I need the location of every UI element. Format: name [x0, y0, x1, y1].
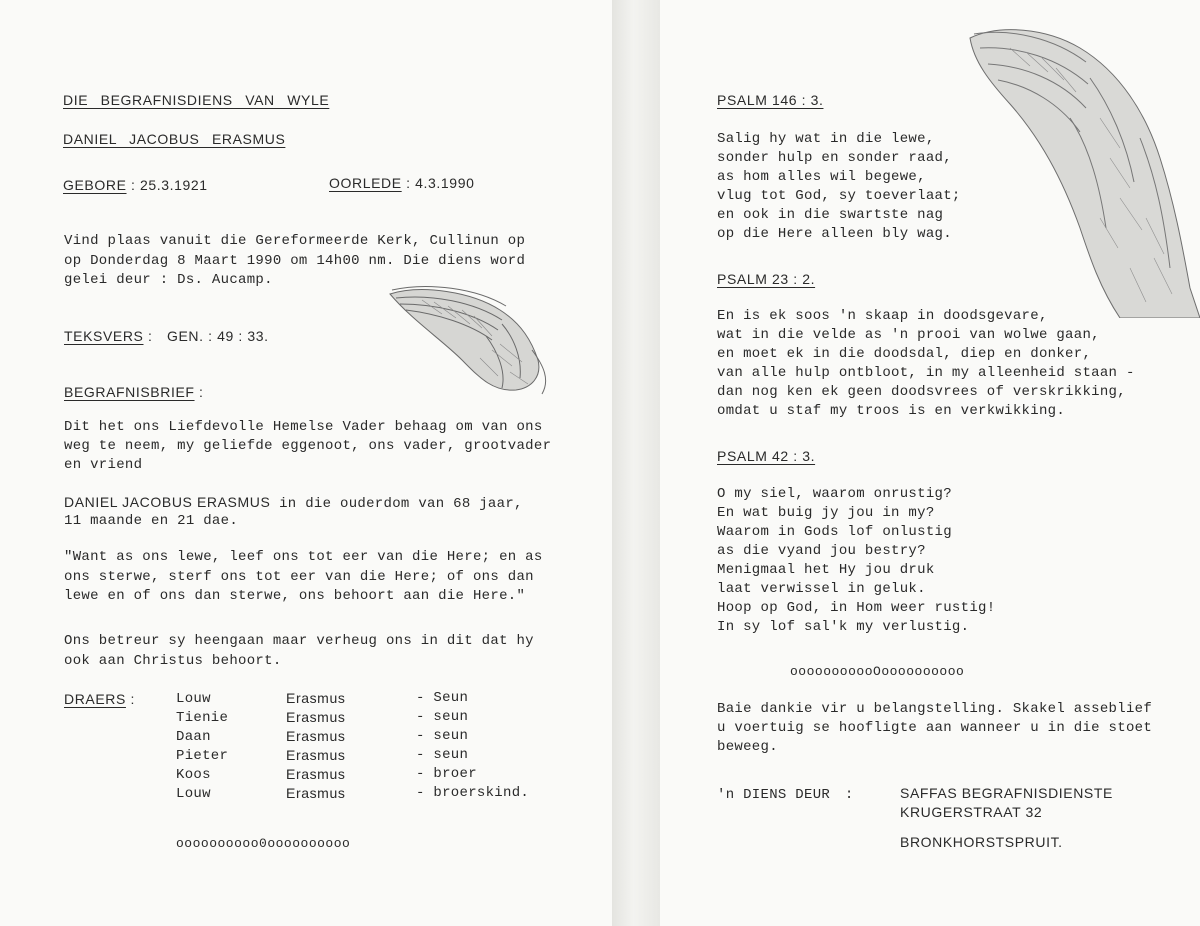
psalm-23-line-4: van alle hulp ontbloot, in my alleenheid staan - [717, 365, 1135, 381]
psalm-42-line-2: En wat buig jy jou in my? [717, 505, 935, 521]
bearers-label: DRAERS [64, 691, 126, 707]
scripture-separator: : [148, 328, 153, 344]
psalm-42-title: PSALM 42 : 3. [717, 448, 816, 464]
psalm-23-line-1: En is ek soos 'n skaap in doodsgevare, [717, 308, 1048, 324]
bearer-first-name: Daan [176, 729, 211, 745]
bearer-first-name: Louw [176, 691, 211, 707]
psalm-23-line-3: en moet ek in die doodsdal, diep en donker, [717, 346, 1092, 362]
age-line-2: 11 maande en 21 dae. [64, 513, 239, 529]
bearer-first-name: Pieter [176, 748, 229, 764]
thanks-line-2: u voertuig se hoofligte aan wanneer u in die stoet [717, 720, 1153, 736]
psalm-23-line-5: dan nog ken ek geen doodsvrees of verskrikking, [717, 384, 1126, 400]
psalm-146-line-6: op die Here alleen bly wag. [717, 226, 952, 242]
psalm-42-line-4: as die vyand jou bestry? [717, 543, 926, 559]
bearer-last-name: Erasmus [286, 728, 346, 744]
psalm-146-line-5: en ook in die swartste nag [717, 207, 944, 223]
psalm-42-line-3: Waarom in Gods lof onlustig [717, 524, 952, 540]
letter-label: BEGRAFNISBRIEF [64, 384, 195, 400]
died-separator: : [406, 175, 411, 191]
undertaker-street: KRUGERSTRAAT 32 [900, 804, 1043, 820]
scripture-row [64, 327, 269, 346]
quote-line-3: lewe en of ons dan sterwe, ons behoort aan die Here." [64, 588, 526, 604]
comfort-line-2: ook aan Christus behoort. [64, 653, 282, 669]
thanks-line-1: Baie dankie vir u belangstelling. Skakel asseblief [717, 701, 1153, 717]
scripture-reference: GEN. : 49 : 33. [167, 328, 269, 344]
birth-row [63, 176, 208, 195]
psalm-146-line-3: as hom alles wil begewe, [717, 169, 926, 185]
service-by-row [717, 786, 854, 805]
praying-hands-illustration-small [382, 280, 562, 400]
bearer-last-name: Erasmus [286, 690, 346, 706]
service-by-label: 'n DIENS DEUR [717, 787, 831, 803]
age-text: in die ouderdom van 68 jaar, [279, 496, 523, 512]
bearer-relation: - seun [416, 709, 469, 725]
bearer-last-name: Erasmus [286, 785, 346, 801]
letter-line-2: weg te neem, my geliefde eggenoot, ons vader, grootvader [64, 438, 552, 454]
letter-line-1: Dit het ons Liefdevolle Hemelse Vader behaag om van ons [64, 419, 543, 435]
died-label: OORLEDE [329, 175, 402, 191]
venue-line-1: Vind plaas vanuit die Gereformeerde Kerk, Cullinun op [64, 233, 526, 249]
bearer-relation: - broerskind. [416, 785, 530, 801]
service-by-separator: : [844, 787, 854, 803]
born-separator: : [131, 177, 136, 193]
letter-separator: : [199, 384, 204, 400]
psalm-146-line-2: sonder hulp en sonder raad, [717, 150, 952, 166]
bearer-first-name: Tienie [176, 710, 229, 726]
psalm-146-line-4: vlug tot God, sy toeverlaat; [717, 188, 961, 204]
age-line-1 [64, 493, 523, 514]
bearer-last-name: Erasmus [286, 766, 346, 782]
bearer-first-name: Koos [176, 767, 211, 783]
right-page [660, 0, 1200, 926]
psalm-23-title: PSALM 23 : 2. [717, 271, 816, 287]
bearer-last-name: Erasmus [286, 747, 346, 763]
page-fold [612, 0, 660, 926]
age-name: DANIEL JACOBUS ERASMUS [64, 494, 271, 510]
undertaker-town: BRONKHORSTSPRUIT. [900, 834, 1063, 850]
psalm-42-line-1: O my siel, waarom onrustig? [717, 486, 952, 502]
psalm-42-line-8: In sy lof sal'k my verlustig. [717, 619, 970, 635]
bearer-relation: - Seun [416, 690, 469, 706]
venue-line-2: op Donderdag 8 Maart 1990 om 14h00 nm. Die diens word [64, 253, 526, 269]
thanks-line-3: beweeg. [717, 739, 778, 755]
bearer-relation: - broer [416, 766, 477, 782]
psalm-146-line-1: Salig hy wat in die lewe, [717, 131, 935, 147]
psalm-23-line-6: omdat u staf my troos is en verkwikking. [717, 403, 1066, 419]
psalm-146-title: PSALM 146 : 3. [717, 92, 824, 108]
bearer-last-name: Erasmus [286, 709, 346, 725]
psalm-42-line-6: laat verwissel in geluk. [717, 581, 926, 597]
bearer-relation: - seun [416, 747, 469, 763]
death-row [329, 174, 474, 193]
praying-hands-illustration-large [950, 18, 1200, 318]
left-divider: oooooooooo0oooooooooo [176, 836, 351, 851]
scripture-label: TEKSVERS [64, 328, 144, 344]
bearers-separator: : [130, 691, 135, 707]
quote-line-2: ons sterwe, sterf ons tot eer van die Here; of ons dan [64, 569, 534, 585]
died-date: 4.3.1990 [415, 175, 475, 191]
letter-line-3: en vriend [64, 457, 143, 473]
bearers-heading [64, 690, 135, 709]
bearer-first-name: Louw [176, 786, 211, 802]
undertaker-name: SAFFAS BEGRAFNISDIENSTE [900, 785, 1113, 801]
born-label: GEBORE [63, 177, 127, 193]
comfort-line-1: Ons betreur sy heengaan maar verheug ons in dit dat hy [64, 633, 534, 649]
right-divider: ooooooooooOoooooooooo [790, 664, 965, 679]
psalm-23-line-2: wat in die velde as 'n prooi van wolwe gaan, [717, 327, 1100, 343]
bearer-relation: - seun [416, 728, 469, 744]
born-date: 25.3.1921 [140, 177, 208, 193]
quote-line-1: "Want as ons lewe, leef ons tot eer van die Here; en as [64, 549, 543, 565]
letter-heading [64, 383, 204, 402]
deceased-name: DANIEL JACOBUS ERASMUS [63, 131, 286, 147]
psalm-42-line-7: Hoop op God, in Hom weer rustig! [717, 600, 996, 616]
venue-line-3: gelei deur : Ds. Aucamp. [64, 272, 273, 288]
psalm-42-line-5: Menigmaal het Hy jou druk [717, 562, 935, 578]
service-title: DIE BEGRAFNISDIENS VAN WYLE [63, 92, 330, 108]
